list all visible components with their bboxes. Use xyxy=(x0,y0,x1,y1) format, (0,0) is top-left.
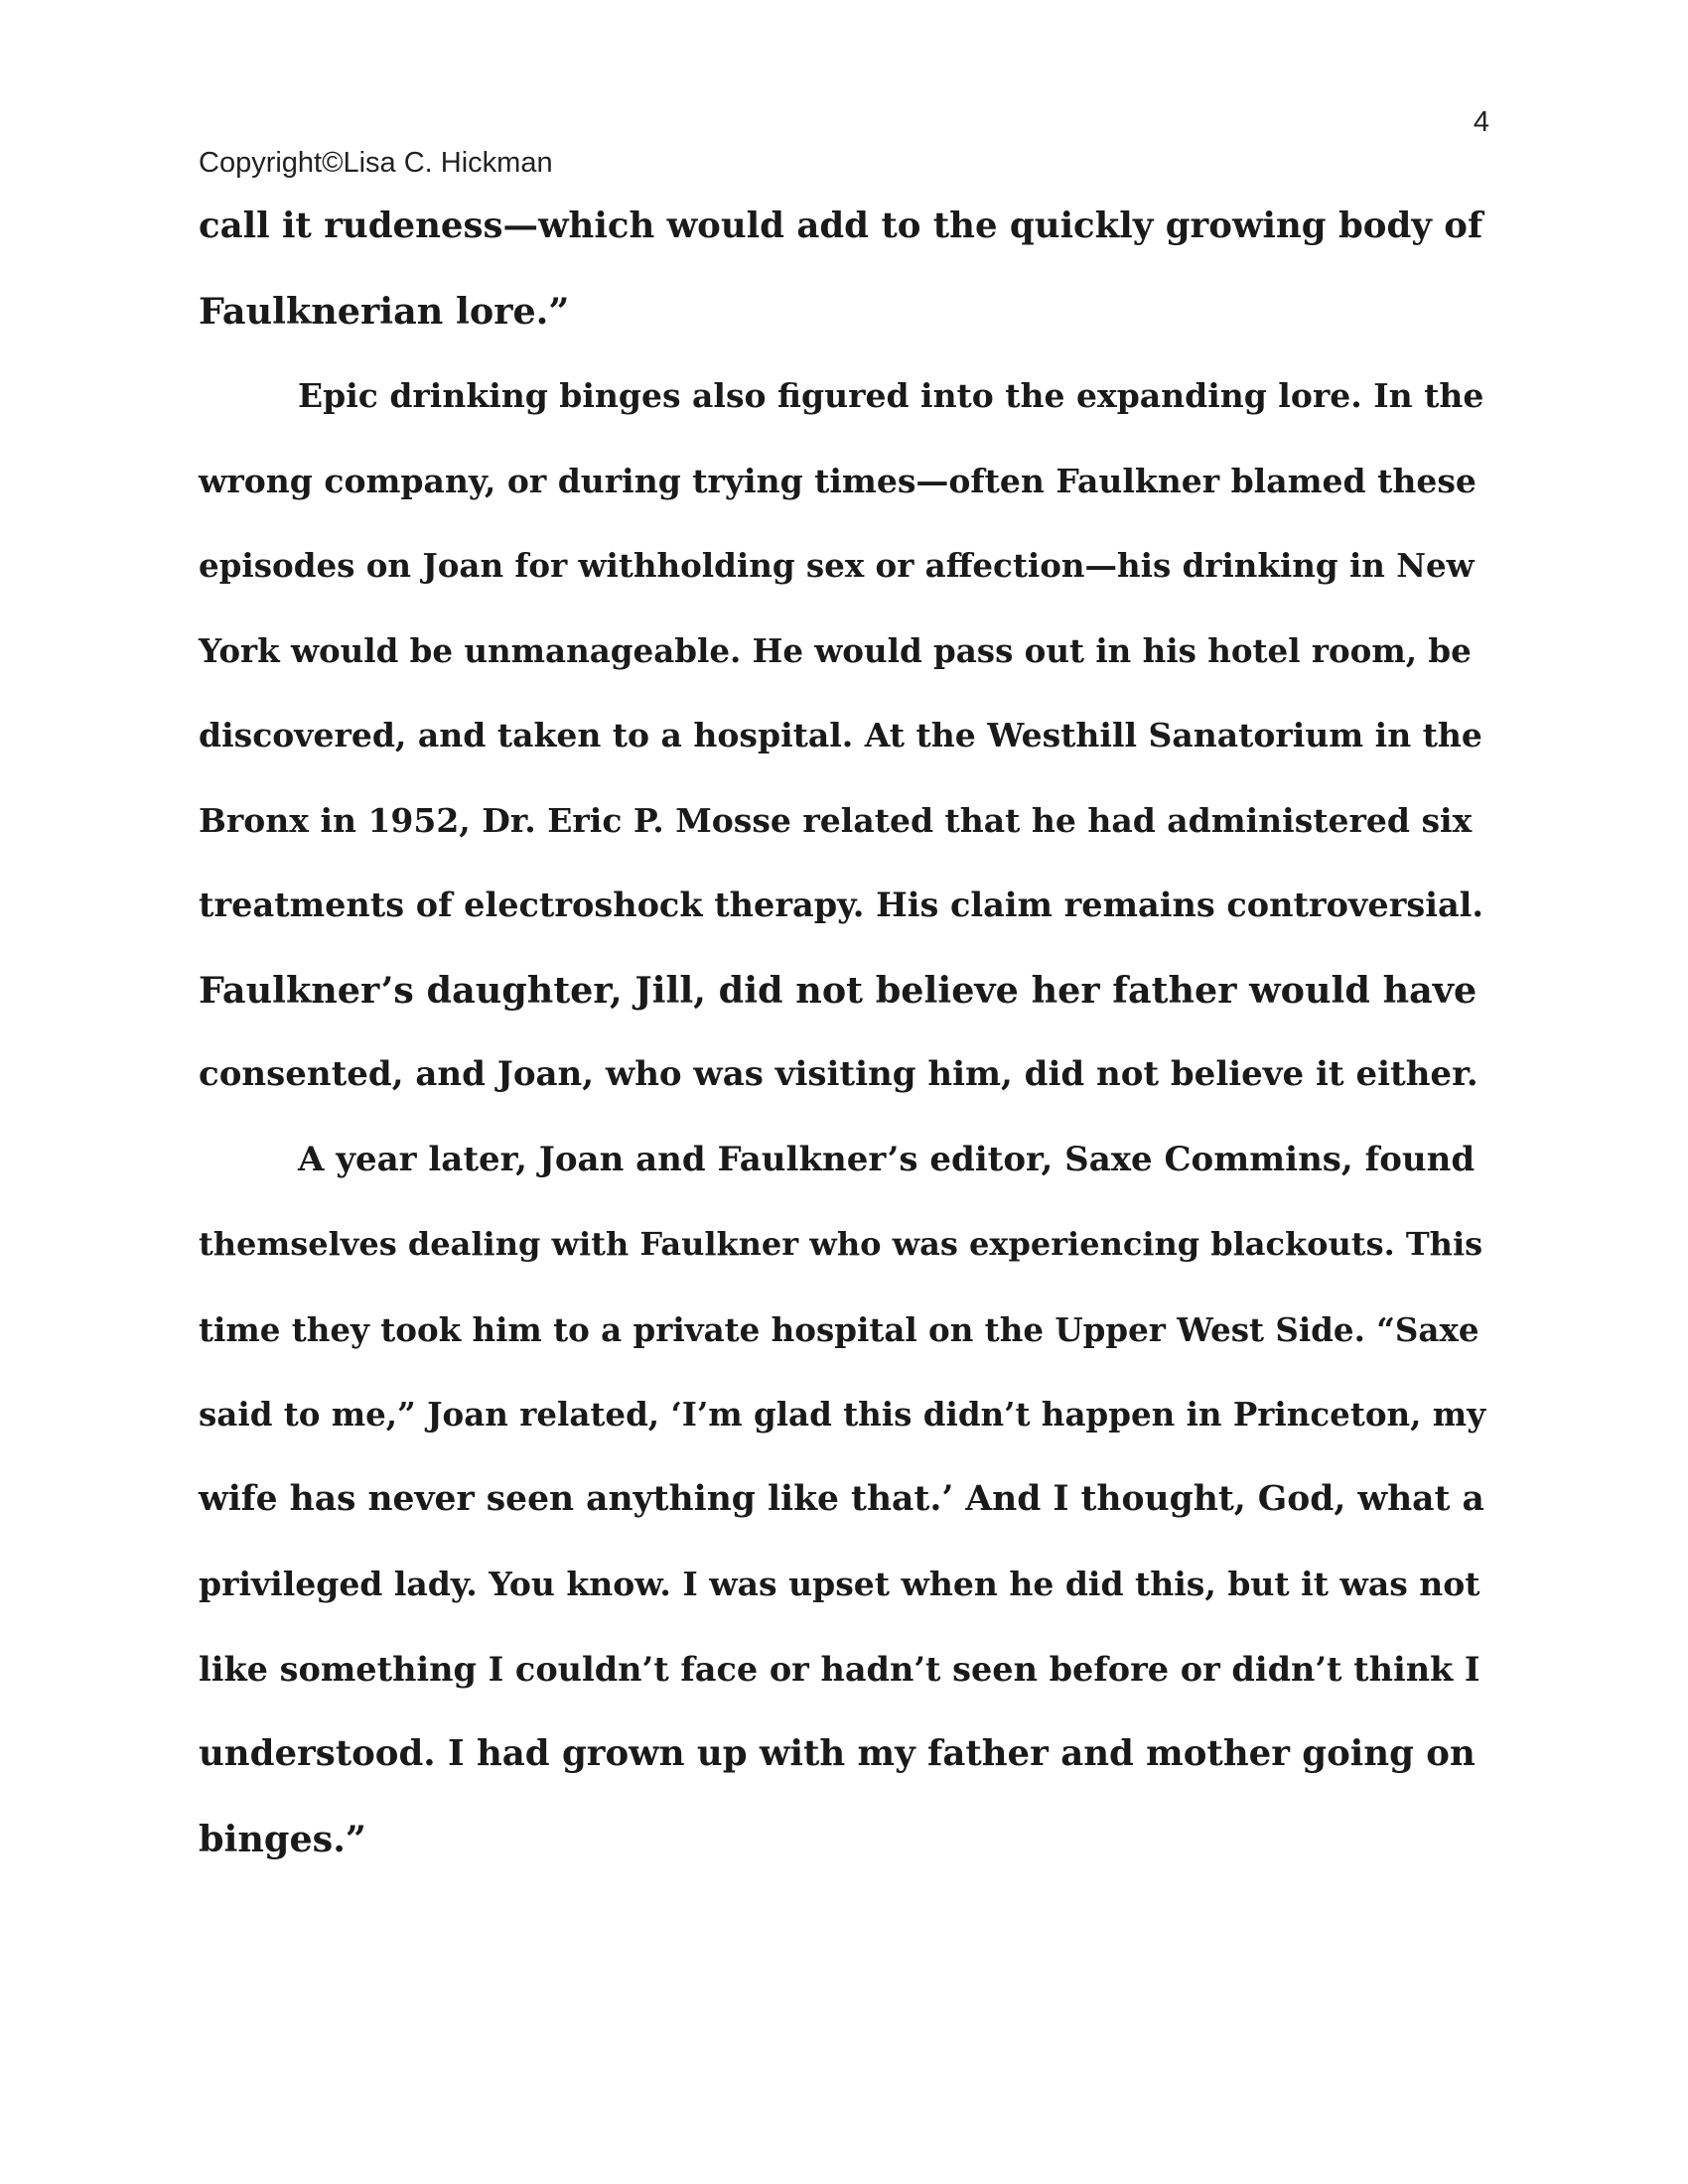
text-line: understood. I had grown up with my father and mother going on xyxy=(199,1733,1476,1774)
text-line: Bronx in 1952, Dr. Eric P. Mosse related that he had administered six xyxy=(199,800,1473,840)
paragraph-1 xyxy=(199,184,1489,353)
text-line: wrong company, or during trying times—often Faulkner blamed these xyxy=(199,461,1477,500)
text-line: treatments of electroshock therapy. His claim remains controversial. xyxy=(199,886,1484,924)
paragraph-2 xyxy=(199,353,1489,1118)
text-line: Epic drinking binges also figured into the expanding lore. In the xyxy=(298,376,1484,415)
text-line: consented, and Joan, who was visiting him, did not believe it either. xyxy=(199,1054,1478,1094)
text-line: wife has never seen anything like that.’ And I thought, God, what a xyxy=(199,1478,1484,1519)
text-line: discovered, and taken to a hospital. At the Westhill Sanatorium in the xyxy=(199,716,1482,754)
text-line: A year later, Joan and Faulkner’s editor, Saxe Commins, found xyxy=(298,1139,1476,1179)
text-line: call it rudeness—which would add to the quickly growing body of xyxy=(199,205,1483,246)
body-text xyxy=(199,184,1489,1881)
text-line: said to me,” Joan related, ‘I’m glad this didn’t happen in Princeton, my xyxy=(199,1395,1486,1433)
copyright-header: Copyright©Lisa C. Hickman xyxy=(199,147,553,179)
text-line: Faulkner’s daughter, Jill, did not believe her father would have xyxy=(199,968,1477,1012)
text-line: Faulknerian lore.” xyxy=(199,289,570,333)
page-number: 4 xyxy=(1473,106,1489,138)
text-line: themselves dealing with Faulkner who was experiencing blackouts. This xyxy=(199,1225,1483,1263)
text-line: binges.” xyxy=(199,1817,366,1860)
text-line: like something I couldn’t face or hadn’t seen before or didn’t think I xyxy=(199,1649,1480,1689)
text-line: privileged lady. You know. I was upset when he did this, but it was not xyxy=(199,1565,1480,1603)
text-line: York would be unmanageable. He would pass out in his hotel room, be xyxy=(199,630,1472,670)
text-line: time they took him to a private hospital on the Upper West Side. “Saxe xyxy=(199,1309,1479,1349)
paragraph-3 xyxy=(199,1118,1489,1882)
text-line: episodes on Joan for withholding sex or affection—his drinking in New xyxy=(199,546,1475,585)
